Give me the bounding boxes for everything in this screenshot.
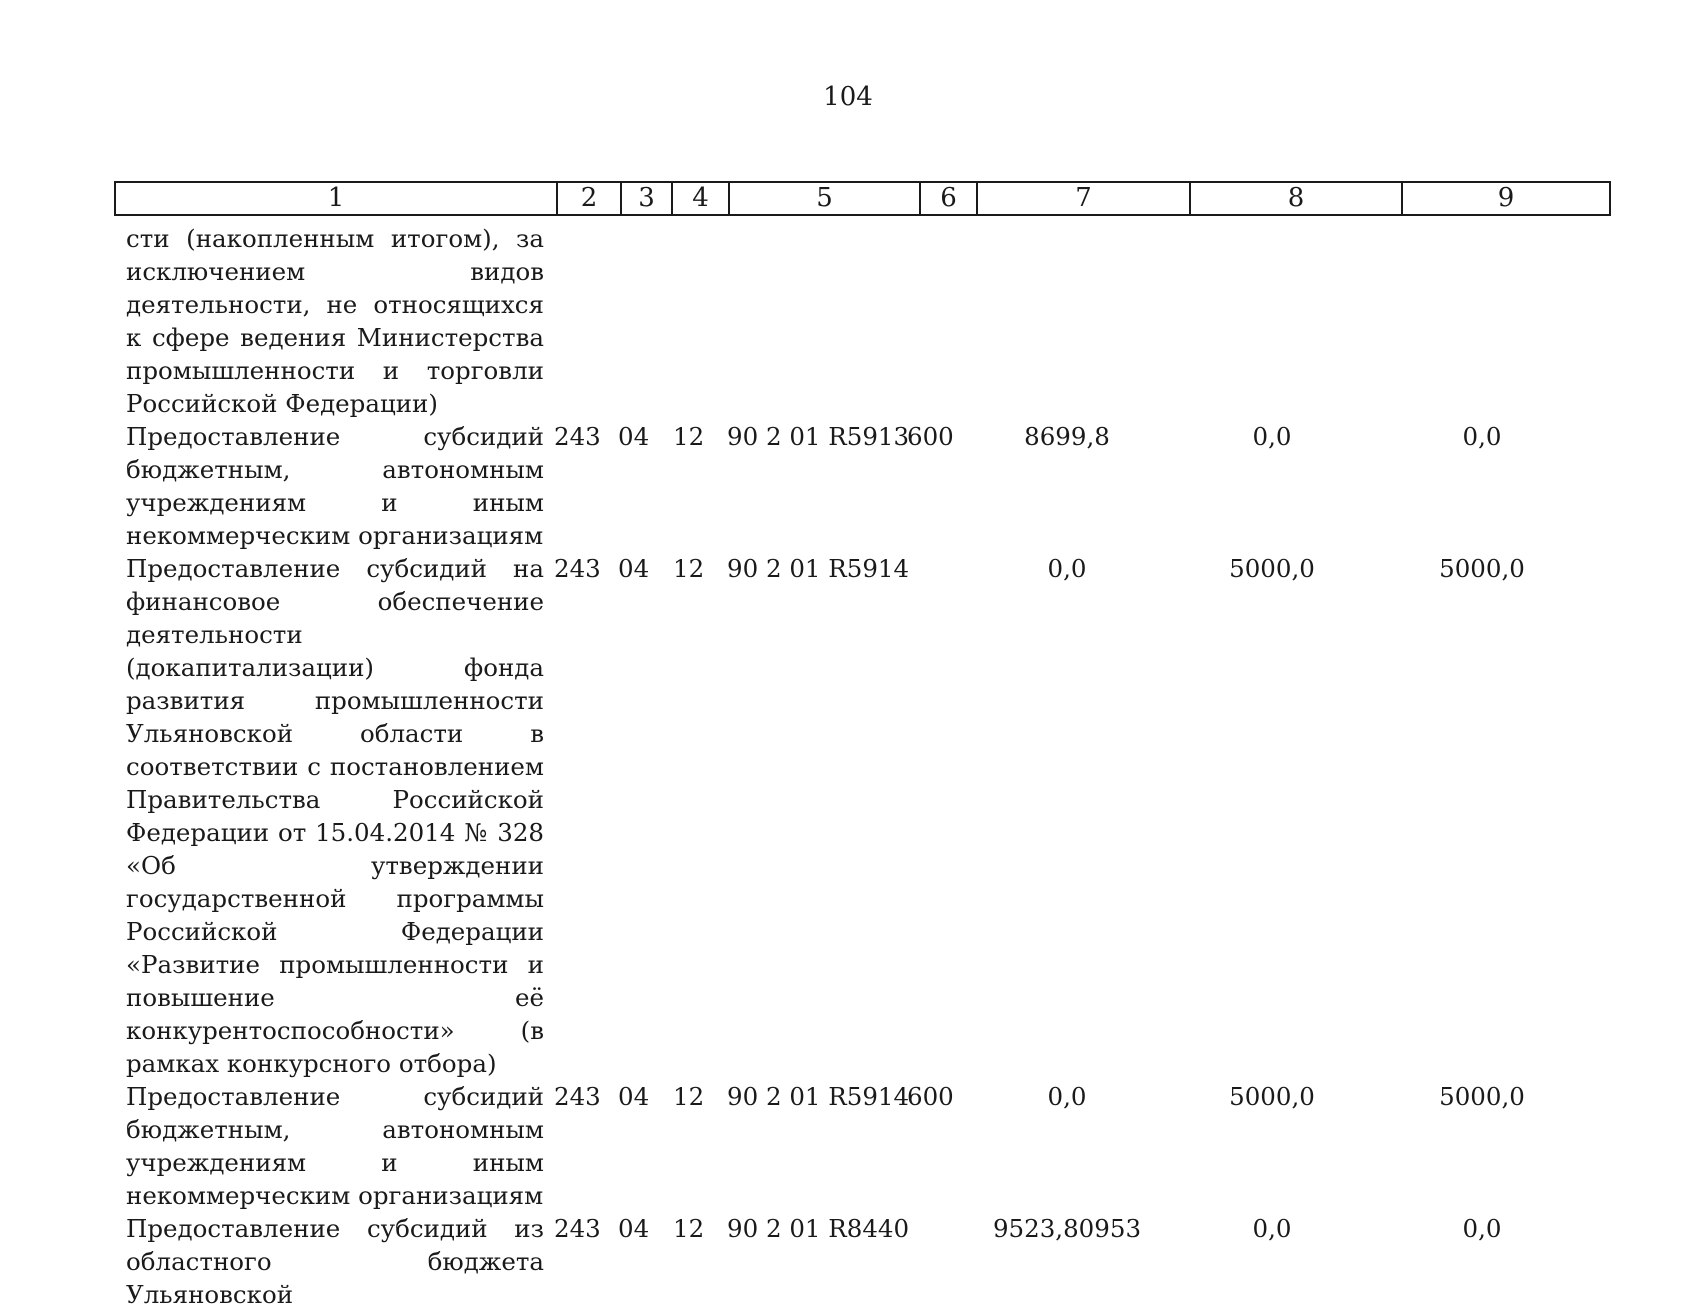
row-description: Предоставление субсидий на финансовое обеспечение деятельности (докапитализации) фонда развития промышленности Ульяновской области в соответствии с постановлением Правительства Российской Федерации от 15.04.2014 № 328 «Об утверждении государственной программы Российской Федерации «Развитие промышленности и повышение её конкурентоспособности» (в рамках конкурсного отбора) — [126, 554, 544, 1078]
header-col-3: 3 — [620, 183, 671, 214]
table-row — [126, 552, 1587, 1080]
row-col-5: 90 2 01 R5914 — [727, 1082, 910, 1111]
table-header — [114, 181, 1611, 216]
row-col-4: 12 — [673, 554, 705, 583]
row-col-2: 243 — [554, 1082, 601, 1111]
row-description: Предоставление субсидий бюджетным, автономным учреждениям и иным некоммерческим организациям — [126, 1082, 544, 1210]
row-col-4: 12 — [673, 1214, 705, 1243]
header-col-6: 6 — [919, 183, 976, 214]
row-description: Предоставление субсидий бюджетным, автономным учреждениям и иным некоммерческим организациям — [126, 422, 544, 550]
header-col-1: 1 — [327, 183, 345, 213]
header-col-5: 5 — [728, 183, 919, 214]
row-col-8: 0,0 — [1252, 1214, 1292, 1243]
row-col-7: 0,0 — [1047, 554, 1087, 583]
row-col-4: 12 — [673, 422, 705, 451]
row-col-3: 04 — [618, 422, 650, 451]
row-col-9: 0,0 — [1462, 422, 1502, 451]
row-description: Предоставление субсидий из областного бюджета Ульяновской — [126, 1214, 544, 1309]
row-col-2: 243 — [554, 422, 601, 451]
header-col-7: 7 — [976, 183, 1189, 214]
table-row — [126, 222, 1587, 420]
row-description: сти (накопленным итогом), за исключением видов деятельности, не относящихся к сфере ведения Министерства промышленности и торговли Российской Федерации) — [126, 224, 544, 418]
table-row — [126, 1080, 1587, 1212]
row-col-6: 600 — [907, 422, 954, 451]
table-row — [126, 1212, 1587, 1311]
row-col-7: 8699,8 — [1024, 422, 1110, 451]
row-col-4: 12 — [673, 1082, 705, 1111]
row-col-3: 04 — [618, 554, 650, 583]
header-col-2: 2 — [556, 183, 620, 214]
row-col-2: 243 — [554, 554, 601, 583]
row-col-3: 04 — [618, 1082, 650, 1111]
row-col-9: 5000,0 — [1439, 1082, 1525, 1111]
row-col-9: 5000,0 — [1439, 554, 1525, 583]
row-col-7: 0,0 — [1047, 1082, 1087, 1111]
table-row — [126, 420, 1587, 552]
row-col-3: 04 — [618, 1214, 650, 1243]
row-col-8: 0,0 — [1252, 422, 1292, 451]
row-col-9: 0,0 — [1462, 1214, 1502, 1243]
row-col-7: 9523,80953 — [992, 1214, 1142, 1243]
header-col-9: 9 — [1401, 183, 1609, 214]
table-body — [126, 222, 1587, 1311]
row-col-8: 5000,0 — [1229, 1082, 1315, 1111]
row-col-8: 5000,0 — [1229, 554, 1315, 583]
page-number: 104 — [823, 82, 873, 112]
row-col-5: 90 2 01 R5913 — [727, 422, 910, 451]
header-col-8: 8 — [1189, 183, 1401, 214]
row-col-5: 90 2 01 R5914 — [727, 554, 910, 583]
row-col-6: 600 — [907, 1082, 954, 1111]
row-col-5: 90 2 01 R8440 — [727, 1214, 910, 1243]
row-col-2: 243 — [554, 1214, 601, 1243]
header-col-4: 4 — [671, 183, 728, 214]
